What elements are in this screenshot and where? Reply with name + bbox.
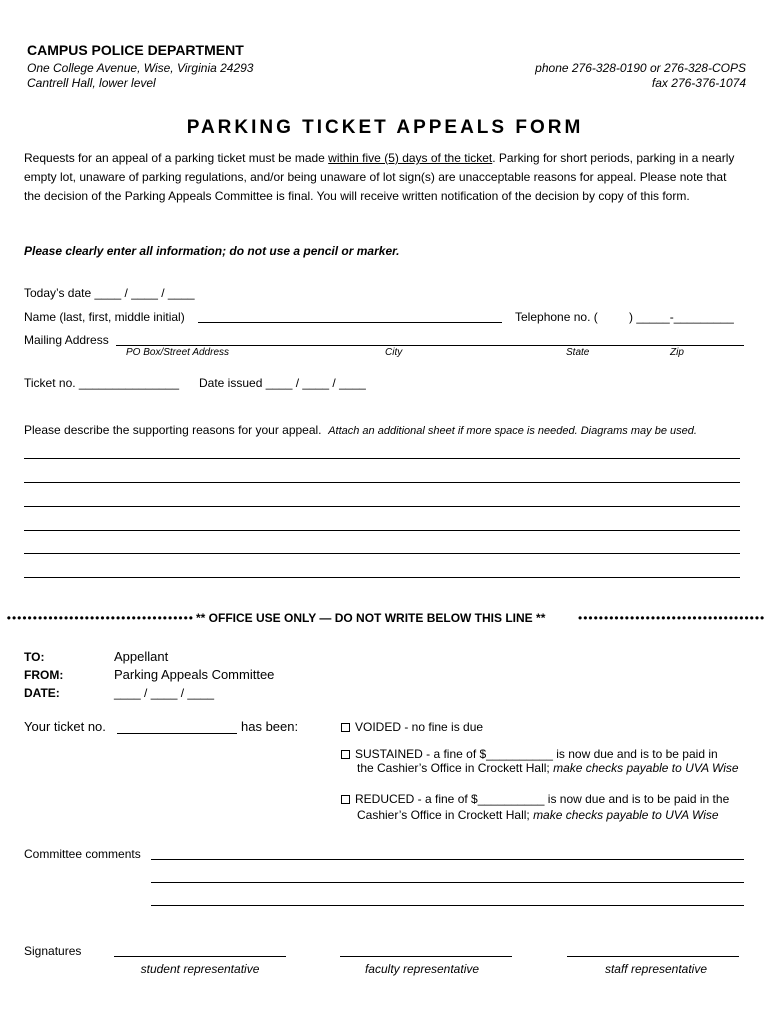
reasons-line[interactable]	[24, 506, 740, 507]
intro-text-2: . Parking for short periods, parking in a nearly empty lot, unaware of parking regulations, and/or being unaware of lot sign(s) are unacceptable reasons for appeal. Please note that the decision of the Parking Appeals Committee is final. You will receive written notification of the decision by copy of this form.	[24, 151, 735, 203]
student-representative-caption: student representative	[140, 962, 260, 976]
reduced-detail	[357, 808, 719, 822]
reasons-line[interactable]	[24, 458, 740, 459]
mailing-address-label: Mailing Address	[24, 333, 109, 347]
fax-number: fax 276-376-1074	[651, 76, 746, 90]
has-been-label: has been:	[241, 719, 299, 734]
sustained-label: SUSTAINED - a fine of $__________ is now due and is to be paid in	[355, 747, 718, 761]
reasons-line[interactable]	[24, 530, 740, 531]
sustained-detail-text: the Cashier’s Office in Crockett Hall;	[357, 761, 554, 775]
sustained-detail	[357, 761, 739, 775]
state-caption: State	[566, 347, 590, 358]
student-signature-line[interactable]	[114, 956, 286, 957]
staff-representative-caption: staff representative	[604, 962, 708, 976]
street-address-caption: PO Box/Street Address	[126, 347, 230, 358]
ticket-number-field[interactable]: Ticket no. _______________	[24, 376, 180, 390]
reduced-option[interactable]	[341, 792, 729, 806]
reduced-payable-note: make checks payable to UVA Wise	[533, 808, 719, 822]
your-ticket-label: Your ticket no.	[24, 719, 106, 734]
to-value: Appellant	[114, 649, 169, 664]
reduced-label: REDUCED - a fine of $__________ is now due and is to be paid in the	[355, 792, 730, 806]
reasons-label-text: Please describe the supporting reasons for your appeal.	[24, 423, 322, 437]
date-label: DATE:	[24, 686, 60, 700]
sustained-option[interactable]	[341, 747, 718, 761]
office-date-field[interactable]: ____ / ____ / ____	[114, 686, 215, 700]
reasons-line[interactable]	[24, 482, 740, 483]
faculty-representative-caption: faculty representative	[364, 962, 480, 976]
reasons-note: Attach an additional sheet if more space is needed. Diagrams may be used.	[328, 425, 697, 437]
reasons-label	[24, 423, 697, 437]
address-line-2: Cantrell Hall, lower level	[27, 76, 156, 90]
phone-number: phone 276-328-0190 or 276-328-COPS	[535, 61, 746, 75]
staff-signature-line[interactable]	[567, 956, 739, 957]
sustained-payable-note: make checks payable to UVA Wise	[553, 761, 739, 775]
reasons-line[interactable]	[24, 577, 740, 578]
todays-date-field[interactable]: Today’s date ____ / ____ / ____	[24, 286, 195, 300]
mailing-address-input-line[interactable]	[116, 345, 744, 346]
telephone-field[interactable]: ) _____-_________	[629, 310, 734, 324]
reduced-checkbox[interactable]	[341, 795, 350, 804]
committee-comments-label: Committee comments	[24, 847, 141, 861]
date-issued-field[interactable]: Date issued ____ / ____ / ____	[199, 376, 366, 390]
office-ticket-number-line[interactable]	[117, 733, 237, 734]
voided-label: VOIDED - no fine is due	[355, 720, 484, 734]
divider-dots-left: ••••••••••••••••••••••••••••••••••••	[6, 611, 194, 625]
name-input-line[interactable]	[198, 322, 502, 323]
instruction-text: Please clearly enter all information; do not use a pencil or marker.	[24, 244, 400, 258]
intro-deadline: within five (5) days of the ticket	[328, 151, 493, 165]
comments-line[interactable]	[151, 859, 744, 860]
city-caption: City	[385, 347, 403, 358]
voided-checkbox[interactable]	[341, 723, 350, 732]
address-line-1: One College Avenue, Wise, Virginia 24293	[27, 61, 254, 75]
comments-line[interactable]	[151, 905, 744, 906]
voided-option[interactable]	[341, 720, 483, 734]
name-label: Name (last, first, middle initial)	[24, 310, 185, 324]
to-label: TO:	[24, 650, 45, 664]
reduced-detail-text: Cashier’s Office in Crockett Hall;	[357, 808, 534, 822]
form-title: PARKING TICKET APPEALS FORM	[186, 117, 584, 138]
faculty-signature-line[interactable]	[340, 956, 512, 957]
intro-text-1: Requests for an appeal of a parking ticket must be made	[24, 151, 329, 165]
telephone-label: Telephone no. (	[515, 310, 598, 324]
from-label: FROM:	[24, 668, 64, 682]
from-value: Parking Appeals Committee	[114, 667, 275, 682]
department-name: CAMPUS POLICE DEPARTMENT	[27, 42, 244, 58]
comments-line[interactable]	[151, 882, 744, 883]
signatures-label: Signatures	[24, 944, 82, 958]
intro-paragraph	[24, 149, 746, 206]
sustained-checkbox[interactable]	[341, 750, 350, 759]
reasons-line[interactable]	[24, 553, 740, 554]
office-use-divider: ** OFFICE USE ONLY — DO NOT WRITE BELOW THIS LINE **	[196, 611, 546, 625]
zip-caption: Zip	[670, 347, 684, 358]
divider-dots-right: ••••••••••••••••••••••••••••••••••••	[578, 611, 766, 625]
